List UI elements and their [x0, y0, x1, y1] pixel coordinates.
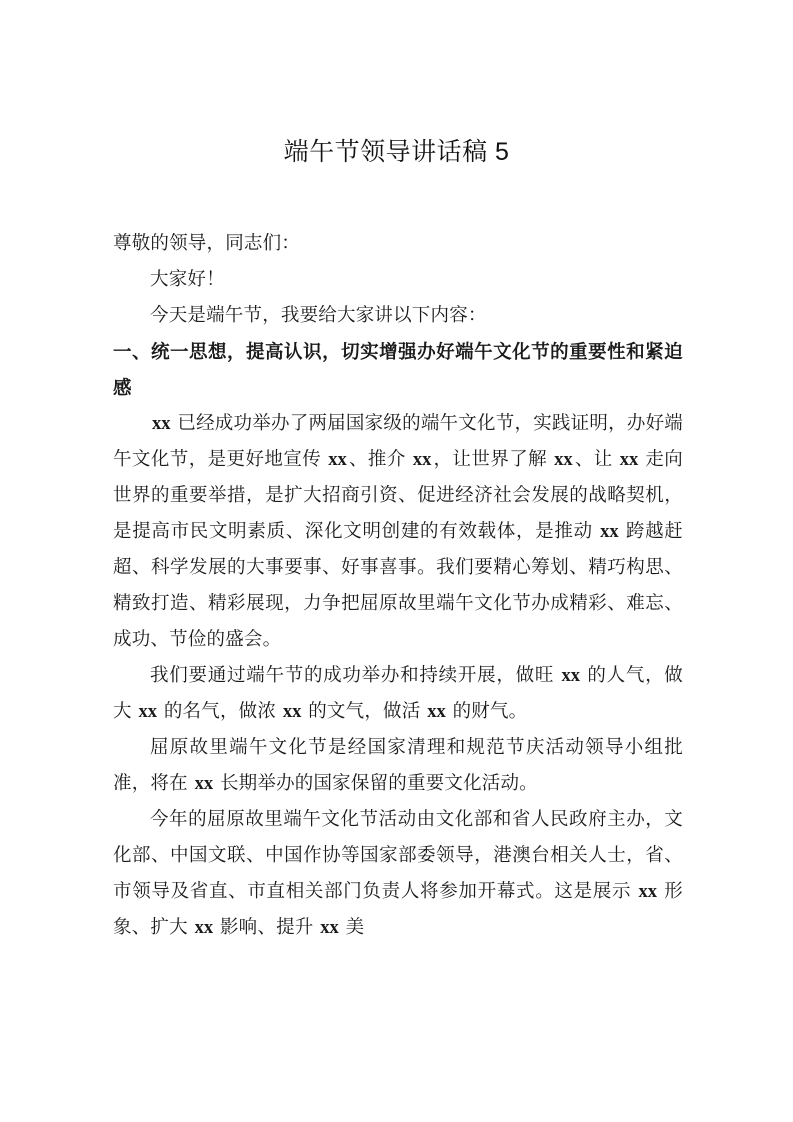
placeholder-token: xx	[561, 666, 580, 686]
placeholder-token: xx	[328, 450, 347, 470]
paragraph-intro: 今天是端午节，我要给大家讲以下内容：	[150, 306, 487, 326]
paragraph-para-1: xx 已经成功举办了两届国家级的端午文化节，实践证明，办好端午文化节，是更好地宣传 xx 、推介 xx ，让世界了解 xx 、让 xx 走向世界的重要举措，是扩大招商引资、促进经济社会发展的战略契机，是提高市民文明素质、深化文明创建的有效载体，是推动 xx 跨越赶超、科学发展的大事要事、好事喜事。我们要精心筹划、精巧构思、精致打造、精彩展现，力争把屈原故里端午文化节办成精彩、难忘、成功、节俭的盛会。	[113, 414, 683, 650]
placeholder-token: xx	[138, 702, 158, 722]
paragraph-section-heading-1: 一、统一思想，提高认识，切实增强办好端午文化节的重要性和紧迫感	[113, 341, 683, 398]
paragraph-salutation: 尊敬的领导，同志们：	[113, 234, 301, 254]
document-body	[113, 226, 683, 946]
placeholder-token: xx	[554, 450, 573, 470]
placeholder-token: xx	[194, 918, 214, 938]
placeholder-token: xx	[600, 522, 619, 542]
placeholder-token: xx	[619, 450, 639, 470]
placeholder-token: xx	[152, 414, 171, 434]
page-title: 端午节领导讲话稿 5	[283, 138, 510, 166]
placeholder-token: xx	[282, 702, 302, 722]
paragraph-para-3: 屈原故里端午文化节是经国家清理和规范节庆活动领导小组批准，将在 xx 长期举办的国家保留的重要文化活动。	[113, 738, 683, 794]
placeholder-token: xx	[638, 882, 657, 902]
placeholder-token: xx	[194, 774, 214, 794]
paragraph-greeting: 大家好！	[150, 270, 225, 290]
placeholder-token: xx	[427, 702, 446, 722]
paragraph-para-2: 我们要通过端午节的成功举办和持续开展，做旺 xx 的人气，做大 xx 的名气，做浓 xx 的文气，做活 xx 的财气。	[113, 666, 684, 722]
placeholder-token: xx	[412, 450, 432, 470]
placeholder-token: xx	[320, 918, 339, 938]
paragraph-para-4: 今年的屈原故里端午文化节活动由文化部和省人民政府主办，文化部、中国文联、中国作协等国家部委领导，港澳台相关人士，省、市领导及省直、市直相关部门负责人将参加开幕式。这是展示 xx 形象、扩大 xx 影响、提升 xx 美	[113, 810, 684, 938]
